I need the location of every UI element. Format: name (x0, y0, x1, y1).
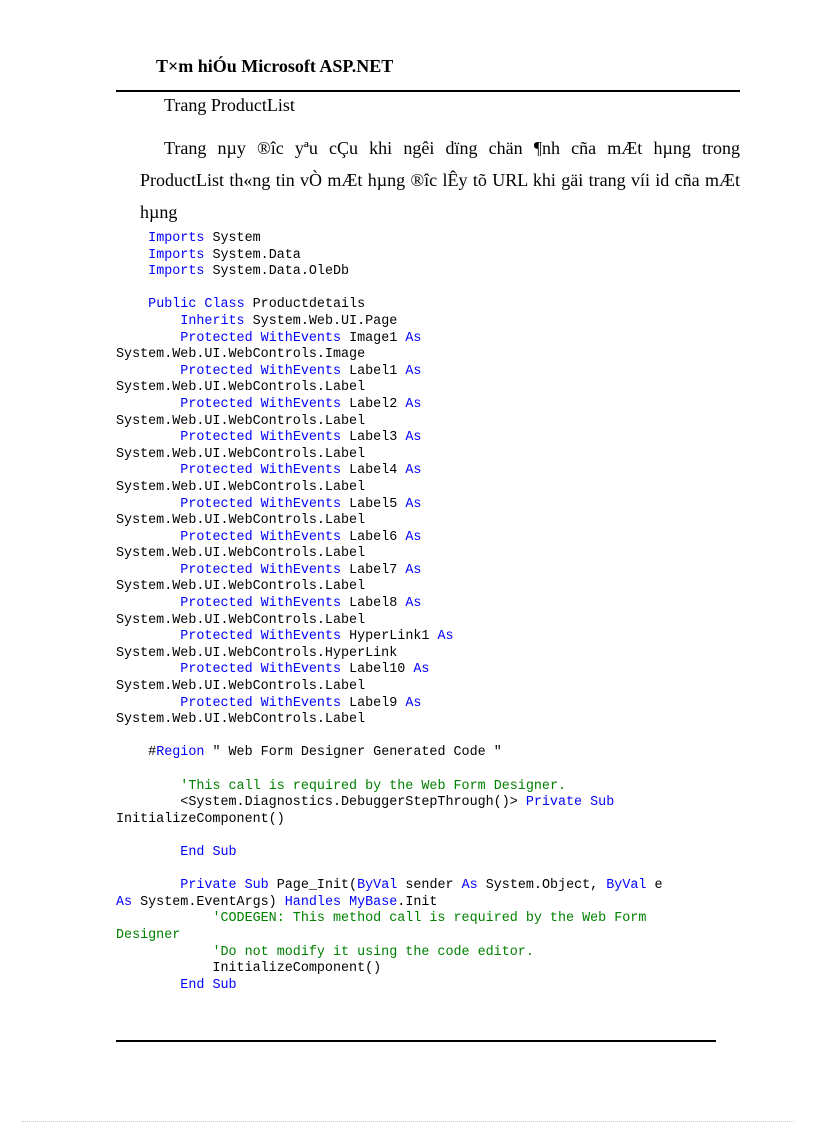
code-keyword: Imports (148, 264, 205, 280)
code-line (116, 579, 756, 596)
code-keyword: Protected (180, 529, 253, 545)
code-line (116, 895, 756, 912)
code-line (116, 281, 756, 298)
code-text (253, 497, 261, 512)
code-line (116, 364, 756, 381)
code-keyword: Protected (180, 430, 253, 446)
code-keyword: Imports (148, 231, 205, 246)
code-text (253, 364, 261, 379)
code-text: System.Web.UI.WebControls.Label (116, 712, 366, 728)
code-line (116, 497, 756, 514)
code-text: System.Web.UI.WebControls.Image (116, 347, 366, 363)
code-text (253, 662, 261, 677)
code-text (253, 530, 261, 545)
code-text: Label2 (341, 396, 406, 412)
code-text: Label4 (341, 463, 406, 479)
code-keyword: WithEvents (260, 363, 342, 379)
code-text (116, 463, 180, 478)
code-keyword: Sub (244, 878, 269, 894)
code-text: System.Web.UI.WebControls.Label (116, 546, 366, 562)
code-line (116, 414, 756, 431)
code-text: # (116, 745, 157, 761)
code-text (116, 563, 180, 578)
code-listing (116, 231, 756, 994)
footer-divider (116, 1040, 716, 1042)
code-text (116, 297, 148, 312)
code-text (116, 662, 180, 677)
code-text: Label1 (341, 363, 406, 379)
code-line (116, 297, 756, 314)
code-text (116, 248, 148, 263)
code-line (116, 264, 756, 281)
code-line (116, 812, 756, 829)
code-line (116, 945, 756, 962)
code-line (116, 646, 756, 663)
code-keyword: ByVal (606, 878, 647, 894)
code-keyword: MyBase (349, 894, 398, 910)
code-line (116, 862, 756, 879)
code-text: System.Web.UI.WebControls.Label (116, 679, 366, 695)
code-comment: Designer (116, 927, 181, 943)
code-line (116, 463, 756, 480)
code-line (116, 729, 756, 746)
code-keyword: As (405, 363, 422, 379)
code-line (116, 696, 756, 713)
code-keyword: As (461, 878, 478, 894)
code-text: Page_Init( (268, 878, 358, 894)
code-text: System.Web.UI.WebControls.Label (116, 446, 366, 462)
code-line (116, 928, 756, 945)
code-text: System.Data.OleDb (204, 264, 350, 280)
code-keyword: Protected (180, 396, 253, 412)
code-text: System.Web.UI.WebControls.Label (116, 612, 366, 628)
code-text: Label8 (341, 596, 406, 612)
code-keyword: WithEvents (260, 463, 342, 479)
code-keyword: As (437, 629, 454, 645)
code-text: sender (397, 878, 462, 894)
code-text: Label5 (341, 496, 406, 512)
code-keyword: WithEvents (260, 330, 342, 346)
code-text (237, 878, 245, 893)
code-keyword: WithEvents (260, 629, 342, 645)
code-text: Productdetails (244, 297, 366, 313)
section-heading: Trang ProductList (164, 95, 295, 115)
code-text (116, 530, 180, 545)
code-text: System.Web.UI.WebControls.Label (116, 413, 366, 429)
code-line (116, 911, 756, 928)
code-text (116, 397, 180, 412)
code-keyword: As (405, 496, 422, 512)
code-text (253, 397, 261, 412)
page-edge-dots (22, 1121, 794, 1122)
code-keyword: Protected (180, 629, 253, 645)
code-text (253, 463, 261, 478)
code-keyword: Inherits (180, 313, 245, 329)
code-line (116, 745, 756, 762)
code-line (116, 546, 756, 563)
code-line (116, 430, 756, 447)
code-text (116, 629, 180, 644)
code-text (116, 331, 180, 346)
code-text (116, 779, 180, 794)
code-text: System.Web.UI.WebControls.Label (116, 479, 366, 495)
code-text: <System.Diagnostics.DebuggerStepThrough()> (116, 795, 526, 811)
code-line (116, 613, 756, 630)
code-keyword: End (180, 844, 205, 860)
code-line (116, 347, 756, 364)
code-text (582, 795, 590, 810)
code-keyword: Protected (180, 363, 253, 379)
code-line (116, 779, 756, 796)
code-keyword: Sub (212, 977, 237, 993)
code-text (253, 563, 261, 578)
code-keyword: Sub (590, 795, 615, 811)
code-keyword: As (405, 529, 422, 545)
code-keyword: WithEvents (260, 695, 342, 711)
code-text: System.Web.UI.WebControls.Label (116, 513, 366, 529)
code-keyword: As (405, 596, 422, 612)
code-keyword: Protected (180, 496, 253, 512)
code-text (341, 895, 349, 910)
code-text (116, 596, 180, 611)
code-text (116, 978, 180, 993)
code-text (116, 430, 180, 445)
code-line (116, 563, 756, 580)
code-text (253, 430, 261, 445)
code-line (116, 828, 756, 845)
code-text: InitializeComponent() (116, 961, 382, 977)
code-keyword: WithEvents (260, 496, 342, 512)
code-text: " Web Form Designer Generated Code " (204, 745, 502, 761)
code-text (116, 911, 212, 926)
code-line (116, 845, 756, 862)
code-keyword: As (405, 463, 422, 479)
code-text (116, 364, 180, 379)
code-keyword: Protected (180, 330, 253, 346)
code-text (253, 696, 261, 711)
code-line (116, 596, 756, 613)
code-text: Label7 (341, 562, 406, 578)
code-keyword: Handles (284, 894, 342, 910)
code-text: System.Web.UI.WebControls.Label (116, 380, 366, 396)
code-text (116, 845, 180, 860)
code-keyword: Public (148, 297, 197, 313)
code-keyword: As (405, 695, 422, 711)
code-keyword: End (180, 977, 205, 993)
code-keyword: WithEvents (260, 396, 342, 412)
code-line (116, 513, 756, 530)
code-line (116, 248, 756, 265)
code-keyword: Private (180, 878, 237, 894)
code-comment: 'Do not modify it using the code editor. (212, 944, 534, 960)
code-text: System.EventArgs) (132, 894, 285, 910)
code-text: Label6 (341, 529, 406, 545)
code-text: Label10 (341, 662, 414, 678)
code-line (116, 629, 756, 646)
intro-paragraph: Trang nµy ®îc yªu cÇu khi ngêi dïng chän ¶nh cña mÆt hµng trong ProductList th«ng tin vÒ mÆt hµng ®îc lÊy tõ URL khi gäi trang víi id cña mÆt hµng (140, 138, 740, 222)
code-line (116, 978, 756, 995)
code-line (116, 679, 756, 696)
code-line (116, 380, 756, 397)
code-keyword: As (405, 430, 422, 446)
code-keyword: As (405, 396, 422, 412)
code-keyword: WithEvents (260, 430, 342, 446)
code-text (116, 945, 212, 960)
code-line (116, 397, 756, 414)
code-keyword: As (413, 662, 430, 678)
code-keyword: WithEvents (260, 662, 342, 678)
code-line (116, 795, 756, 812)
code-text: .Init (397, 894, 438, 910)
code-keyword: WithEvents (260, 596, 342, 612)
code-text: System.Object, (477, 878, 607, 894)
code-line (116, 530, 756, 547)
code-line (116, 878, 756, 895)
code-text (116, 696, 180, 711)
code-line (116, 480, 756, 497)
document-header-title: T×m hiÓu Microsoft ASP.NET (156, 56, 394, 76)
code-text: e (646, 878, 663, 894)
code-text (116, 878, 180, 893)
code-text (253, 331, 261, 346)
code-line (116, 961, 756, 978)
code-text (253, 629, 261, 644)
code-keyword: As (405, 330, 422, 346)
code-keyword: Protected (180, 596, 253, 612)
code-text: System.Data (204, 247, 301, 263)
code-line (116, 231, 756, 248)
code-keyword: As (405, 562, 422, 578)
code-keyword: As (116, 894, 133, 910)
code-keyword: Region (156, 745, 205, 761)
code-text: HyperLink1 (341, 629, 438, 645)
code-keyword: Private (525, 795, 583, 811)
code-text (116, 231, 148, 246)
code-line (116, 314, 756, 331)
code-text: System.Web.UI.WebControls.HyperLink (116, 645, 398, 661)
code-keyword: Protected (180, 463, 253, 479)
code-keyword: Imports (148, 247, 205, 263)
code-keyword: Protected (180, 662, 253, 678)
code-line (116, 712, 756, 729)
code-line (116, 762, 756, 779)
code-line (116, 447, 756, 464)
code-keyword: Protected (180, 562, 253, 578)
code-text (116, 497, 180, 512)
code-text: Image1 (341, 330, 406, 346)
code-keyword: WithEvents (260, 562, 342, 578)
code-text: System.Web.UI.WebControls.Label (116, 579, 366, 595)
code-text: System.Web.UI.Page (244, 313, 398, 329)
code-text: InitializeComponent() (116, 811, 285, 827)
code-comment: 'This call is required by the Web Form Designer. (180, 778, 567, 794)
code-keyword: Sub (212, 844, 237, 860)
code-text: Label3 (341, 430, 406, 446)
code-text: Label9 (341, 695, 406, 711)
code-keyword: Protected (180, 695, 253, 711)
code-line (116, 662, 756, 679)
code-keyword: WithEvents (260, 529, 342, 545)
code-text: System (204, 231, 261, 246)
header-divider (116, 90, 740, 92)
code-text (116, 264, 148, 279)
code-text (253, 596, 261, 611)
code-text (116, 314, 180, 329)
code-comment: 'CODEGEN: This method call is required by the Web Form (212, 911, 647, 927)
code-keyword: Class (204, 297, 245, 313)
code-keyword: ByVal (357, 878, 398, 894)
code-line (116, 331, 756, 348)
